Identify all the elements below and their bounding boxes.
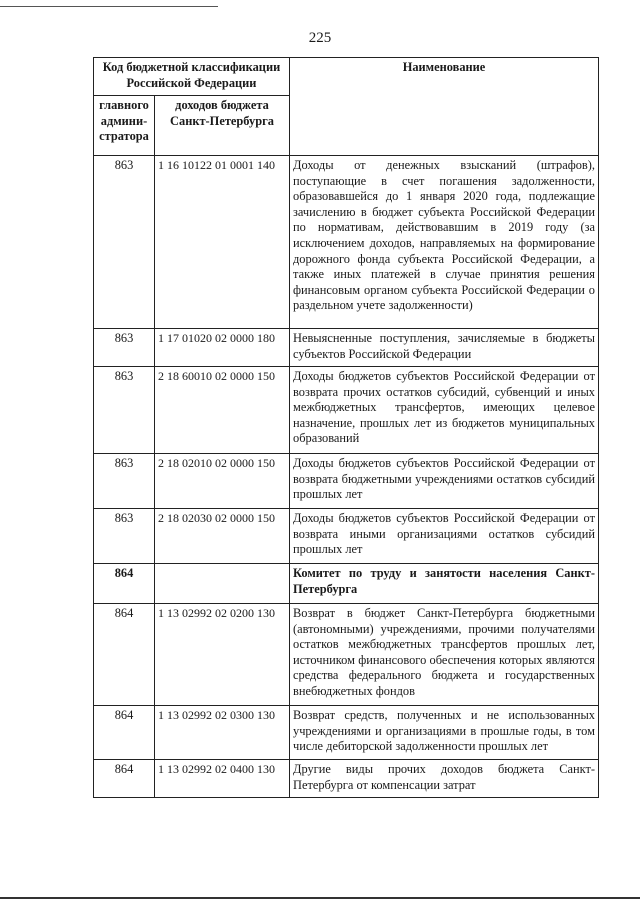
income-code — [155, 564, 290, 604]
table-row-section — [94, 564, 599, 604]
admin-code: 863 — [94, 156, 155, 329]
income-code: 2 18 02030 02 0000 150 — [155, 509, 290, 564]
row-description: Возврат в бюджет Санкт-Петербурга бюджетными (автономными) учреждениями, прочими получателями остатков межбюджетных трансфертов прошлых лет, источником финансового обеспечения которых являются средства федерального бюджета и государственных внебюджетных фондов — [290, 604, 599, 706]
budget-classification-table — [93, 57, 599, 798]
section-title: Комитет по труду и занятости населения Санкт-Петербурга — [290, 564, 599, 604]
income-code: 2 18 60010 02 0000 150 — [155, 367, 290, 454]
income-code: 1 13 02992 02 0400 130 — [155, 760, 290, 798]
header-income-column: доходов бюджета Санкт-Петербурга — [155, 96, 290, 156]
header-admin-column: главного админи-стратора — [94, 96, 155, 156]
admin-code: 863 — [94, 509, 155, 564]
income-code: 1 13 02992 02 0200 130 — [155, 604, 290, 706]
admin-code: 863 — [94, 367, 155, 454]
row-description: Доходы бюджетов субъектов Российской Федерации от возврата бюджетными учреждениями остатков субсидий прошлых лет — [290, 454, 599, 509]
row-description: Возврат средств, полученных и не использованных учреждениями и организациями в прошлые годы, в том числе дебиторской задолженности прошлых лет — [290, 706, 599, 760]
income-code: 2 18 02010 02 0000 150 — [155, 454, 290, 509]
admin-code: 864 — [94, 604, 155, 706]
row-description: Доходы бюджетов субъектов Российской Федерации от возврата прочих остатков субсидий, субвенций и иных межбюджетных трансфертов, имеющих целевое назначение, прошлых лет из бюджетов муниципальных образований — [290, 367, 599, 454]
row-description: Доходы бюджетов субъектов Российской Федерации от возврата иными организациями остатков субсидий прошлых лет — [290, 509, 599, 564]
table-row — [94, 706, 599, 760]
table-row — [94, 329, 599, 367]
table-row — [94, 760, 599, 798]
table-row — [94, 454, 599, 509]
bottom-rule — [0, 897, 640, 899]
admin-code: 864 — [94, 564, 155, 604]
top-rule — [0, 6, 218, 7]
row-description: Другие виды прочих доходов бюджета Санкт-Петербурга от компенсации затрат — [290, 760, 599, 798]
header-group-title: Код бюджетной классификации Российской Федерации — [94, 58, 290, 96]
row-description: Доходы от денежных взысканий (штрафов), поступающие в счет погашения задолженности, образовавшейся до 1 января 2020 года, подлежащие зачислению в бюджет субъекта Российской Федерации по нормативам, действовавшим в 2019 году (за исключением доходов, направляемых на формирование дорожного фонда субъекта Российской Федерации, а также иных платежей в случае принятия решения финансовым органом субъекта Российской Федерации о раздельном учете задолженности) — [290, 156, 599, 329]
income-code: 1 16 10122 01 0001 140 — [155, 156, 290, 329]
admin-code: 864 — [94, 760, 155, 798]
table-row — [94, 509, 599, 564]
table-row — [94, 156, 599, 329]
admin-code: 863 — [94, 454, 155, 509]
page-number: 225 — [308, 30, 332, 46]
income-code: 1 13 02992 02 0300 130 — [155, 706, 290, 760]
header-name-column: Наименование — [290, 58, 599, 156]
income-code: 1 17 01020 02 0000 180 — [155, 329, 290, 367]
table-row — [94, 367, 599, 454]
table-row — [94, 604, 599, 706]
admin-code: 864 — [94, 706, 155, 760]
row-description: Невыясненные поступления, зачисляемые в бюджеты субъектов Российской Федерации — [290, 329, 599, 367]
admin-code: 863 — [94, 329, 155, 367]
